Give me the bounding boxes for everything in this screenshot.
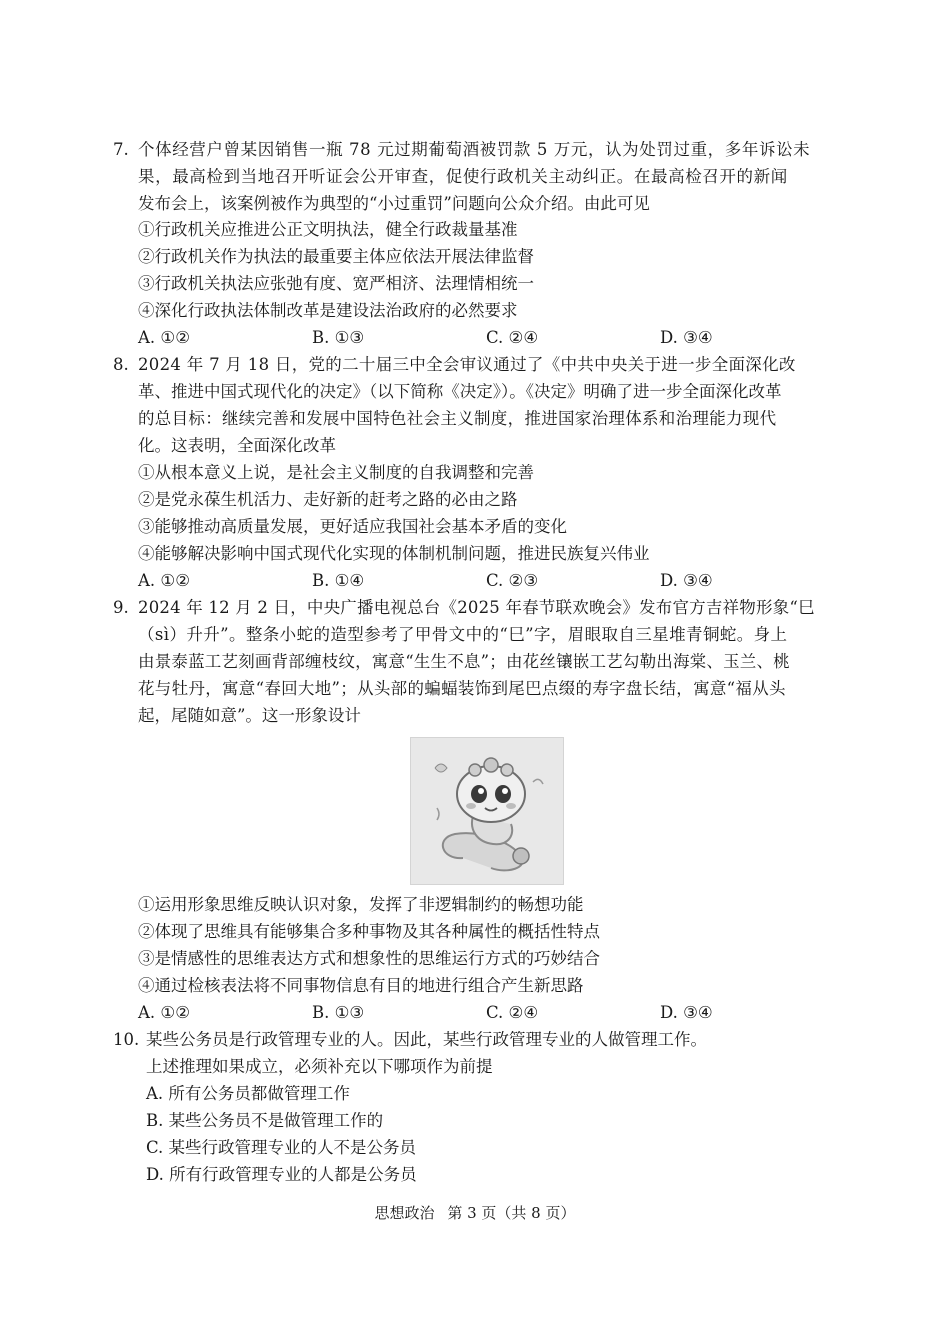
option-b[interactable]: B. ①④ — [312, 571, 365, 590]
question-stem-line: 的总目标：继续完善和发展中国特色社会主义制度，推进国家治理体系和治理能力现代 — [138, 409, 777, 428]
footer-page-number: 第 3 页（共 8 页） — [447, 1204, 576, 1222]
option-c[interactable]: C. 某些行政管理专业的人不是公务员 — [146, 1138, 417, 1157]
question-stem-line: 花与牡丹，寓意“春回大地”；从头部的蝙蝠装饰到尾巴点缀的寿字盘长结，寓意“福从头 — [138, 679, 786, 698]
statement-3: ③是情感性的思维表达方式和想象性的思维运行方式的巧妙结合 — [138, 949, 600, 968]
question-stem-line: 某些公务员是行政管理专业的人。因此，某些行政管理专业的人做管理工作。 — [146, 1030, 707, 1049]
question-stem-line: 革、推进中国式现代化的决定》（以下简称《决定》）。《决定》明确了进一步全面深化改革 — [138, 382, 782, 401]
option-a[interactable]: A. ①② — [138, 1003, 190, 1022]
question-stem-line: 由景泰蓝工艺刻画背部缠枝纹，寓意“生生不息”；由花丝镶嵌工艺勾勒出海棠、玉兰、桃 — [138, 652, 790, 671]
option-b[interactable]: B. 某些公务员不是做管理工作的 — [146, 1111, 384, 1130]
question-stem-line: 起，尾随如意”。这一形象设计 — [138, 706, 361, 725]
option-c[interactable]: C. ②④ — [486, 328, 539, 347]
statement-2: ②是党永葆生机活力、走好新的赶考之路的必由之路 — [138, 490, 518, 509]
question-stem-line: 果，最高检到当地召开听证会公开审查，促使行政机关主动纠正。在最高检召开的新闻 — [138, 167, 788, 186]
option-a[interactable]: A. ①② — [138, 571, 190, 590]
question-stem-line: 上述推理如果成立，必须补充以下哪项作为前提 — [146, 1057, 493, 1076]
question-stem-line: 2024 年 12 月 2 日，中央广播电视总台《2025 年春节联欢晚会》发布官方吉祥物形象“巳 — [138, 598, 815, 617]
option-c[interactable]: C. ②④ — [486, 1003, 539, 1022]
statement-1: ①运用形象思维反映认识对象，发挥了非逻辑制约的畅想功能 — [138, 895, 584, 914]
statement-4: ④通过检核表法将不同事物信息有目的地进行组合产生新思路 — [138, 976, 584, 995]
statement-4: ④深化行政执法体制改革是建设法治政府的必然要求 — [138, 301, 518, 320]
statement-1: ①从根本意义上说，是社会主义制度的自我调整和完善 — [138, 463, 534, 482]
question-stem-line: 个体经营户曾某因销售一瓶 78 元过期葡萄酒被罚款 5 万元，认为处罚过重，多年诉讼未 — [138, 140, 811, 159]
question-stem-line: 2024 年 7 月 18 日，党的二十届三中全会审议通过了《中共中央关于进一步全面深化改 — [138, 355, 796, 374]
option-d[interactable]: D. ③④ — [660, 571, 713, 590]
option-b[interactable]: B. ①③ — [312, 328, 365, 347]
option-b[interactable]: B. ①③ — [312, 1003, 365, 1022]
question-number: 10. — [113, 1030, 140, 1049]
statement-3: ③行政机关执法应张弛有度、宽严相济、法理情相统一 — [138, 274, 534, 293]
snake-mascot-icon — [411, 738, 563, 884]
footer-subject: 思想政治 — [374, 1204, 435, 1222]
option-d[interactable]: D. ③④ — [660, 328, 713, 347]
question-number: 9. — [113, 598, 129, 617]
question-stem-line: （sì）升升”。整条小蛇的造型参考了甲骨文中的“巳”字，眉眼取自三星堆青铜蛇。身上 — [138, 625, 788, 644]
page-footer — [0, 1202, 950, 1224]
statement-1: ①行政机关应推进公正文明执法，健全行政裁量基准 — [138, 220, 518, 239]
statement-3: ③能够推动高质量发展，更好适应我国社会基本矛盾的变化 — [138, 517, 567, 536]
statement-4: ④能够解决影响中国式现代化实现的体制机制问题，推进民族复兴伟业 — [138, 544, 650, 563]
option-a[interactable]: A. ①② — [138, 328, 190, 347]
question-number: 7. — [113, 140, 129, 159]
option-a[interactable]: A. 所有公务员都做管理工作 — [146, 1084, 350, 1103]
snake-mascot-image — [410, 737, 564, 885]
option-c[interactable]: C. ②③ — [486, 571, 539, 590]
statement-2: ②行政机关作为执法的最重要主体应依法开展法律监督 — [138, 247, 534, 266]
option-d[interactable]: D. 所有行政管理专业的人都是公务员 — [146, 1165, 417, 1184]
option-d[interactable]: D. ③④ — [660, 1003, 713, 1022]
question-number: 8. — [113, 355, 129, 374]
statement-2: ②体现了思维具有能够集合多种事物及其各种属性的概括性特点 — [138, 922, 600, 941]
question-stem-line: 化。这表明，全面深化改革 — [138, 436, 336, 455]
question-stem-line: 发布会上，该案例被作为典型的“小过重罚”问题向公众介绍。由此可见 — [138, 194, 650, 213]
